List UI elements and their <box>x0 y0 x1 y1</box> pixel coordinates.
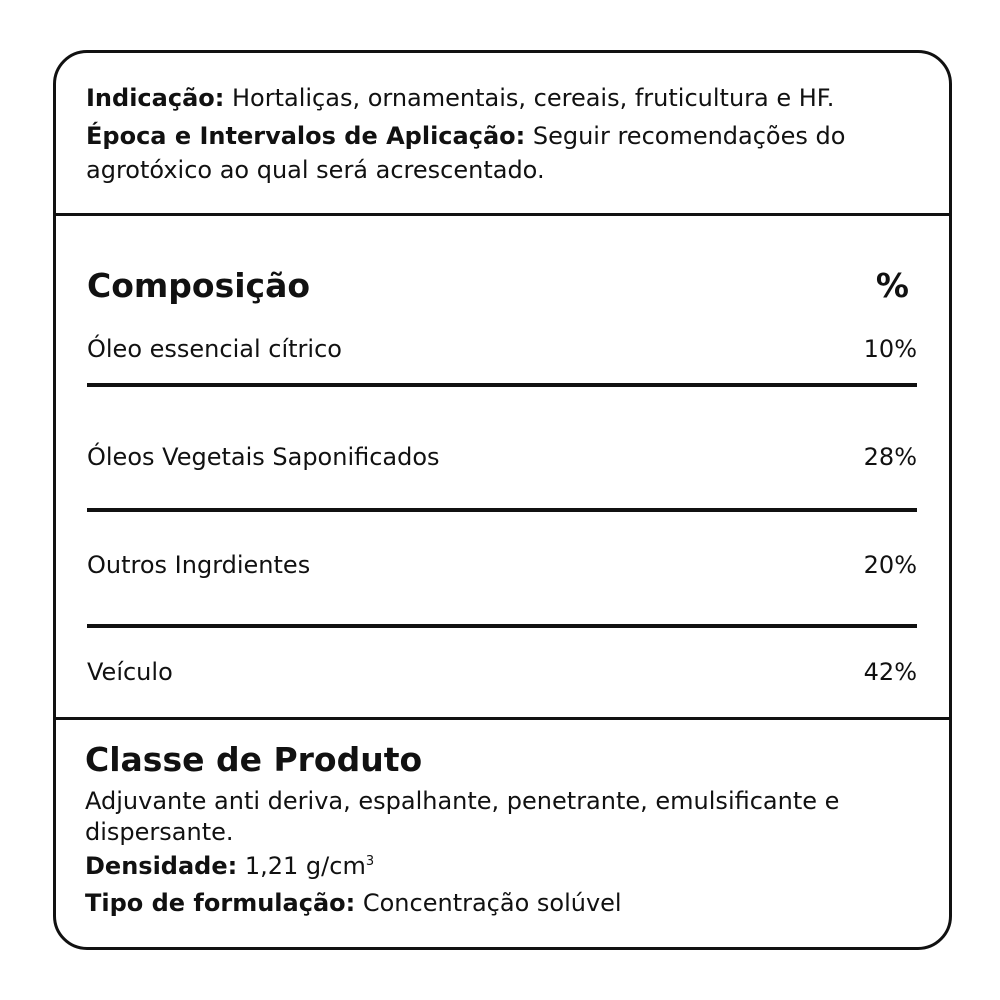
formulation-line <box>85 885 919 922</box>
formulation-label: Tipo de formulação: <box>85 889 356 917</box>
indication-line <box>86 81 919 115</box>
ingredient-name: Óleo essencial cítrico <box>87 335 342 363</box>
indication-label: Indicação: <box>86 84 225 112</box>
ingredient-percent: 42% <box>863 658 917 686</box>
ingredient-name: Outros Ingrdientes <box>87 551 311 579</box>
application-label: Época e Intervalos de Aplicação: <box>86 122 526 150</box>
composition-row <box>87 332 917 366</box>
density-value: 1,21 g/cm <box>237 852 366 880</box>
ingredient-name: Veículo <box>87 658 173 686</box>
composition-title: Composição <box>87 266 311 305</box>
row-divider <box>87 508 917 512</box>
ingredient-percent: 20% <box>863 551 917 579</box>
density-line <box>85 848 919 885</box>
composition-row <box>87 655 917 689</box>
application-value: Seguir recomendações do agrotóxico ao qual será acrescentado. <box>86 122 846 184</box>
formulation-value: Concentração solúvel <box>355 889 622 917</box>
density-label: Densidade: <box>85 852 238 880</box>
ingredient-name: Óleos Vegetais Saponificados <box>87 443 440 471</box>
composition-row <box>87 548 917 582</box>
ingredient-percent: 10% <box>863 335 917 363</box>
percent-header: % <box>875 266 909 305</box>
indication-value: Hortaliças, ornamentais, cereais, fruticultura e HF. <box>224 84 835 112</box>
composition-row <box>87 440 917 474</box>
product-label-card <box>53 50 952 950</box>
density-exponent: 3 <box>365 854 375 869</box>
row-divider <box>87 383 917 387</box>
product-class-description: Adjuvante anti deriva, espalhante, penetrante, emulsificante e dispersante. <box>85 787 840 846</box>
application-line <box>86 119 919 187</box>
row-divider <box>87 624 917 628</box>
ingredient-percent: 28% <box>863 443 917 471</box>
product-class-section <box>56 720 949 947</box>
product-class-title: Classe de Produto <box>85 740 423 779</box>
composition-section <box>56 216 949 720</box>
composition-header <box>87 266 917 306</box>
indication-section <box>56 53 949 216</box>
